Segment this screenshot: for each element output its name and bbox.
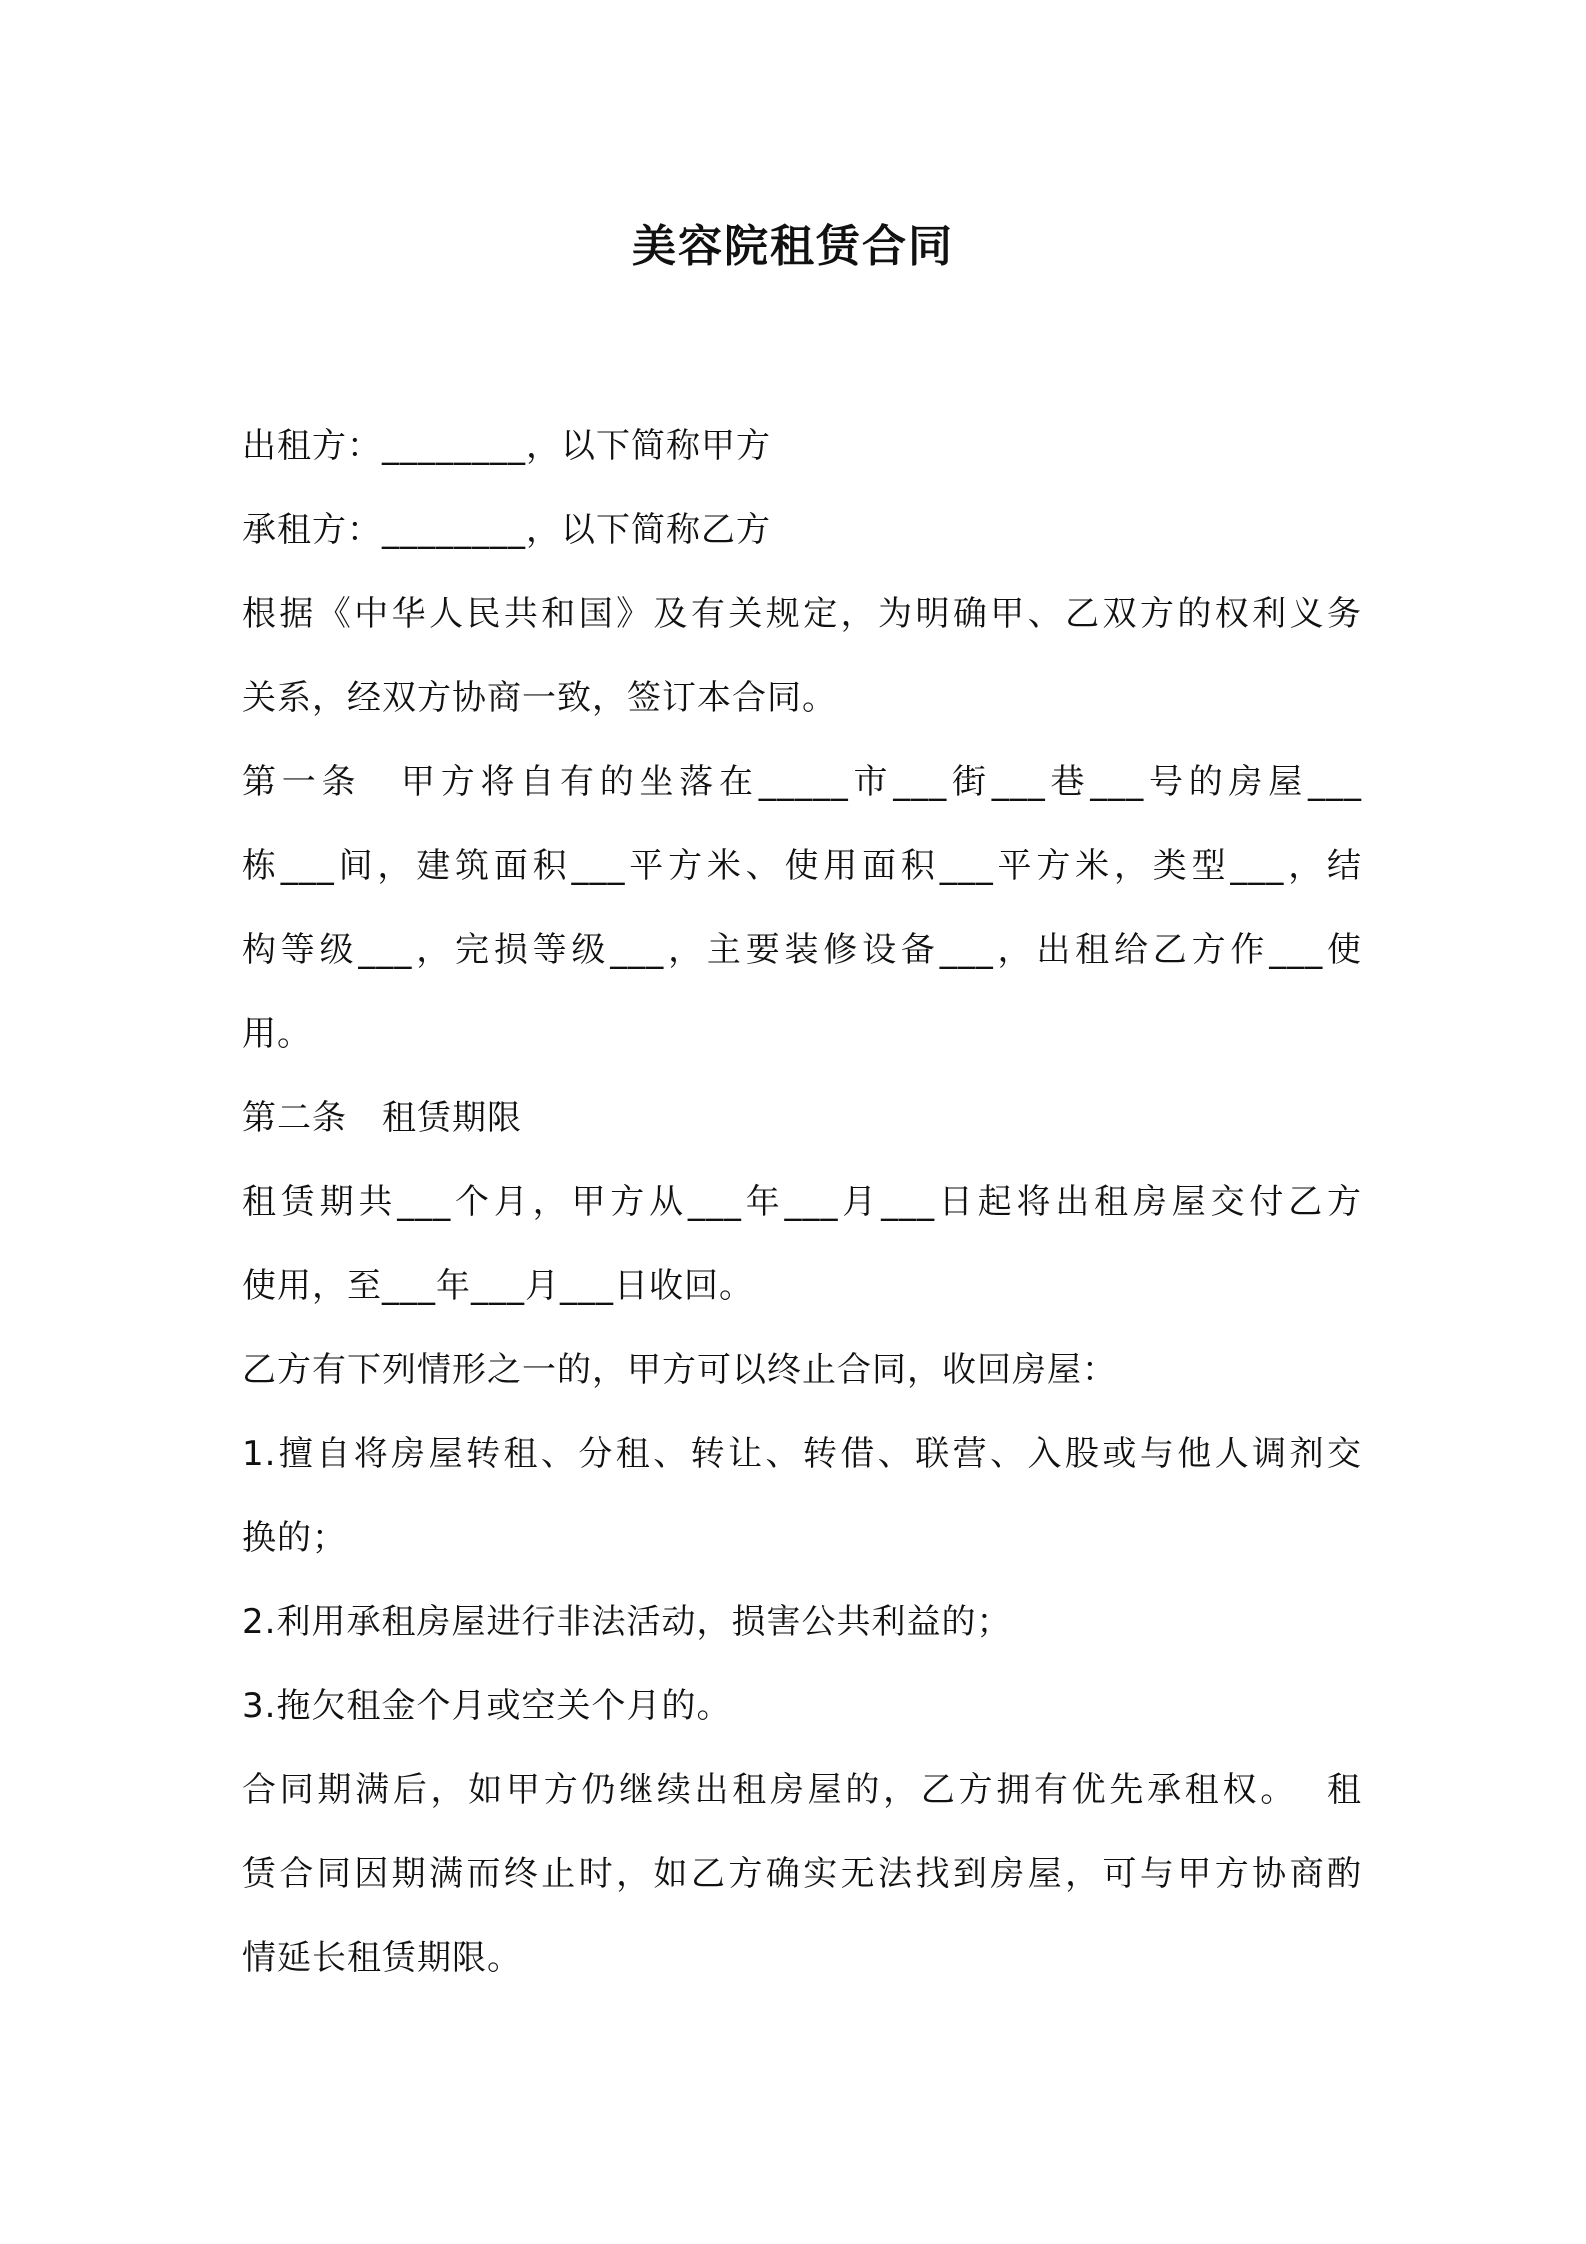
- text-line: 栋___间，建筑面积___平方米、使用面积___平方米，类型___，结: [242, 846, 1362, 886]
- text-line: 换的；: [242, 1518, 347, 1558]
- text-line: 第一条 甲方将自有的坐落在_____市___街___巷___号的房屋___: [242, 762, 1362, 802]
- text-line: 构等级___，完损等级___，主要装修设备___，出租给乙方作___使: [242, 930, 1362, 970]
- text-line: 情延长租赁期限。: [242, 1938, 522, 1978]
- document-title: 美容院租赁合同: [632, 221, 954, 272]
- text-line: 出租方：________，以下简称甲方: [242, 426, 771, 466]
- text-line: 承租方：________，以下简称乙方: [242, 510, 771, 550]
- text-line: 使用，至___年___月___日收回。: [242, 1266, 754, 1306]
- text-line: 关系，经双方协商一致，签订本合同。: [242, 678, 837, 718]
- text-line: 租赁期共___个月，甲方从___年___月___日起将出租房屋交付乙方: [242, 1182, 1362, 1222]
- text-line: 2.利用承租房屋进行非法活动，损害公共利益的；: [242, 1602, 1012, 1642]
- text-line: 用。: [242, 1014, 312, 1054]
- document-body: [242, 404, 1362, 2000]
- text-line: 赁合同因期满而终止时，如乙方确实无法找到房屋，可与甲方协商酌: [242, 1854, 1362, 1894]
- text-line: 合同期满后，如甲方仍继续出租房屋的，乙方拥有优先承租权。 租: [242, 1770, 1362, 1810]
- text-line: 乙方有下列情形之一的，甲方可以终止合同，收回房屋：: [242, 1350, 1117, 1390]
- text-line: 1.擅自将房屋转租、分租、转让、转借、联营、入股或与他人调剂交: [242, 1434, 1362, 1474]
- text-line: 3.拖欠租金个月或空关个月的。: [242, 1686, 732, 1726]
- text-line: 根据《中华人民共和国》及有关规定，为明确甲、乙双方的权利义务: [242, 594, 1362, 634]
- text-line: 第二条 租赁期限: [242, 1098, 522, 1138]
